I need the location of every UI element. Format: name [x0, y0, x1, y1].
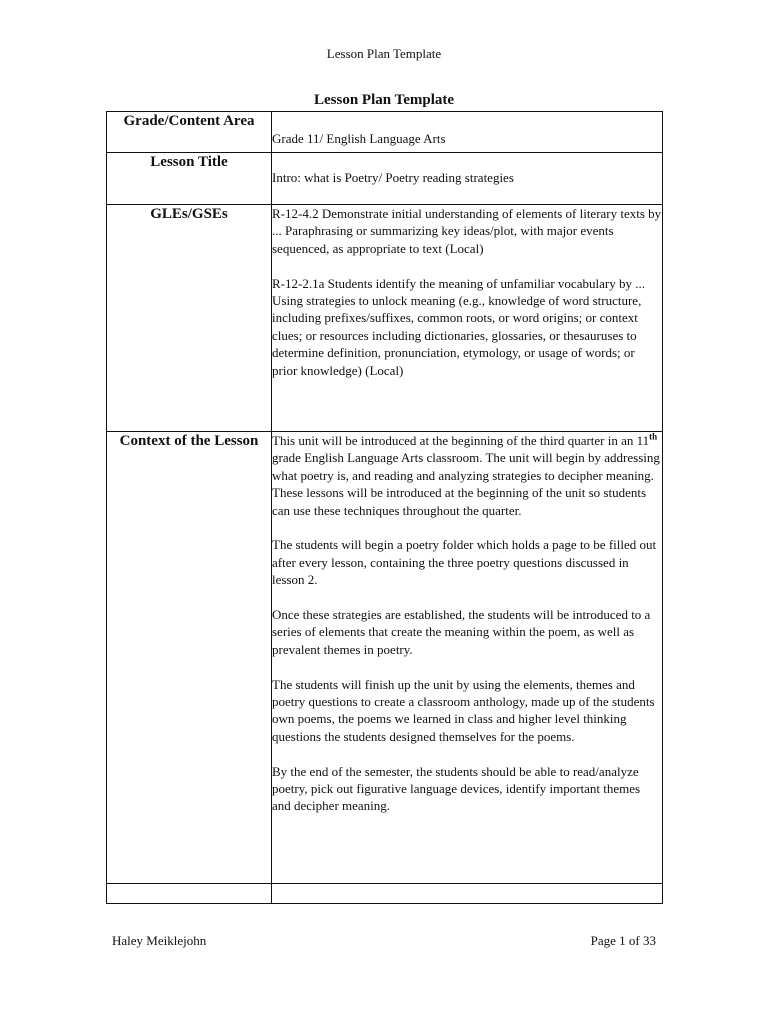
footer-author: Haley Meiklejohn	[112, 933, 207, 948]
row-lesson-title	[107, 153, 663, 205]
gle-paragraph: R-12-4.2 Demonstrate initial understanding of elements of literary texts by ... Paraphrasing or summarizing key ideas/plot, with major events sequenced, as appropriate to text (Local)	[272, 206, 662, 256]
context-paragraph: Once these strategies are established, the students will be introduced to a series of elements that create the meaning within the poem, as well as prevalent themes in poetry.	[272, 607, 651, 657]
lesson-title-text: Intro: what is Poetry/ Poetry reading strategies	[272, 170, 514, 185]
ordinal-suffix: th	[649, 431, 658, 442]
label-grade-content-area: Grade/Content Area	[107, 112, 272, 153]
empty-content-cell	[272, 884, 663, 904]
value-gles-gses	[272, 205, 663, 432]
row-grade-content-area	[107, 112, 663, 153]
context-paragraph: The students will begin a poetry folder which holds a page to be filled out after every lesson, containing the three poetry questions discussed in lesson 2.	[272, 537, 657, 588]
context-paragraph	[272, 432, 662, 519]
lesson-plan-table	[106, 111, 663, 904]
context-paragraph: By the end of the semester, the students should be able to read/analyze poetry, pick out figurative language devices, identify important themes and decipher meaning.	[272, 763, 641, 814]
running-header: Lesson Plan Template	[326, 46, 442, 61]
document-title: Lesson Plan Template	[313, 92, 455, 108]
value-grade-content-area	[272, 112, 663, 153]
label-gles-gses: GLEs/GSEs	[107, 205, 272, 432]
row-empty	[107, 884, 663, 904]
footer-page-number: Page 1 of 33	[590, 933, 656, 948]
value-context-of-lesson	[272, 432, 663, 884]
context-p1-end: grade English Language Arts classroom. The unit will begin by addressing what poetry is, and reading and analyzing strategies to decipher meaning. These lessons will be introduced at the beginning of the unit so students can use these techniques throughout the quarter.	[272, 450, 660, 518]
context-p1-start: This unit will be introduced at the beginning of the third quarter in an 11	[272, 433, 650, 448]
empty-label-cell	[107, 884, 272, 904]
row-gles-gses	[107, 205, 663, 432]
label-context-of-lesson: Context of the Lesson	[107, 432, 272, 884]
label-lesson-title: Lesson Title	[107, 153, 272, 205]
grade-value-text: Grade 11/ English Language Arts	[272, 131, 446, 146]
gle-paragraph: R-12-2.1a Students identify the meaning of unfamiliar vocabulary by ... Using strategies to unlock meaning (e.g., knowledge of word structure, including prefixes/suffixes, common roots, or word origins; or context clues; or resources including dictionaries, glossaries, or thesauruses to determine definition, pronunciation, etymology, or usage of words; or prior knowledge) (Local)	[272, 275, 645, 378]
value-lesson-title	[272, 153, 663, 205]
context-paragraph: The students will finish up the unit by using the elements, themes and poetry questions to create a classroom anthology, made up of the students own poems, the poems we learned in class and higher level thinking questions the students designed themselves for the poems.	[272, 676, 655, 744]
row-context-of-lesson	[107, 432, 663, 884]
